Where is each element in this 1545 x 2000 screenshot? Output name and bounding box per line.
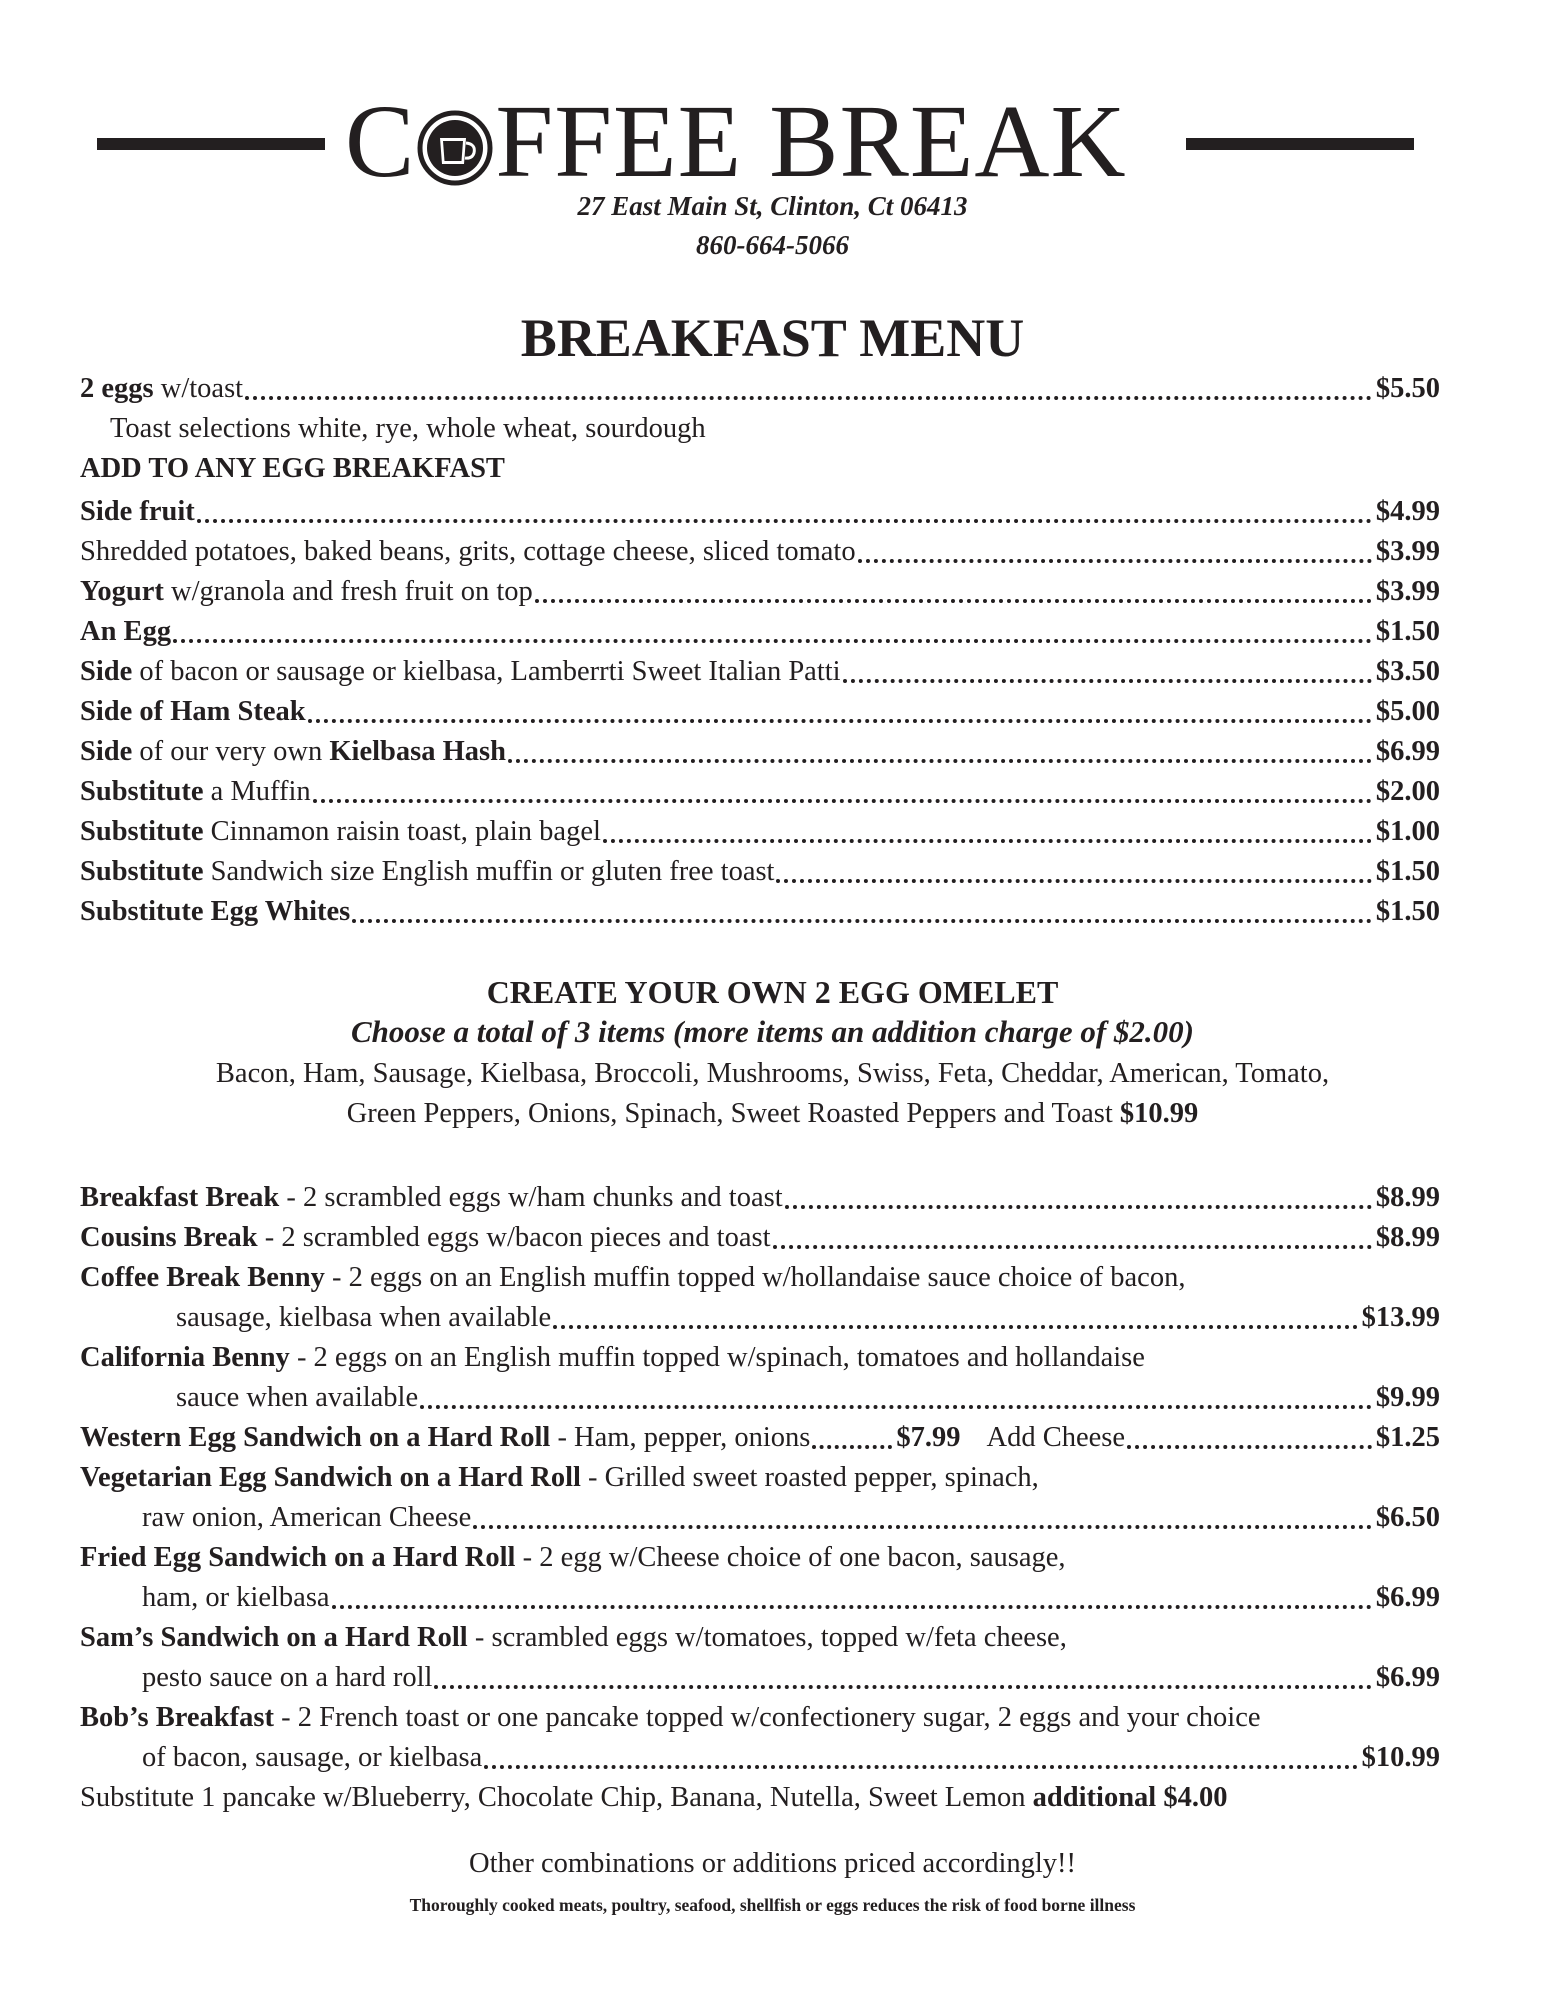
omelet-heading: CREATE YOUR OWN 2 EGG OMELET: [486, 974, 1059, 1010]
menu-item-coffee-break-benny-cont: [176, 1296, 1440, 1336]
leader-dots: [197, 507, 1372, 523]
addon-item: [80, 770, 1440, 810]
addon-item: [80, 490, 1440, 530]
leader-dots: [173, 627, 1372, 643]
leader-dots: [308, 707, 1372, 723]
menu-item-cousins-break: [80, 1216, 1440, 1256]
item-desc: a Muffin: [203, 776, 311, 807]
coffee-cup-icon: [416, 104, 494, 184]
item-desc: - Grilled sweet roasted pepper, spinach,: [580, 1462, 1039, 1493]
omelet-subheading: Choose a total of 3 items (more items an addition charge of $2.00): [350, 1014, 1195, 1049]
addon-item: [80, 730, 1440, 770]
addon-item: [80, 610, 1440, 650]
leader-dots: [858, 547, 1372, 563]
item-desc: w/granola and fresh fruit on top: [163, 576, 533, 607]
item-name: Breakfast Break: [80, 1182, 280, 1213]
item-name: Western Egg Sandwich on a Hard Roll: [80, 1422, 551, 1453]
item-name: Sam’s Sandwich on a Hard Roll: [80, 1622, 468, 1653]
item-desc: sauce when available: [176, 1382, 419, 1413]
item-name: Substitute: [80, 776, 204, 807]
leader-dots: [508, 747, 1372, 763]
item-desc: Substitute 1 pancake w/Blueberry, Chocolate Chip, Banana, Nutella, Sweet Lemon: [80, 1782, 1033, 1813]
item-desc: - 2 French toast or one pancake topped w/confectionery sugar, 2 eggs and your choice: [273, 1702, 1261, 1733]
item-desc: of bacon or sausage or kielbasa, Lamberrti Sweet Italian Patti: [132, 656, 841, 687]
addon-item: [80, 530, 1440, 570]
leader-dots: [352, 907, 1372, 923]
item-name-extra: Kielbasa Hash: [329, 736, 506, 767]
item-price: $6.50: [1375, 1502, 1440, 1533]
item-price: $13.99: [1361, 1302, 1440, 1333]
leader-dots: [332, 1593, 1372, 1609]
add-on-heading: ADD TO ANY EGG BREAKFAST: [80, 453, 505, 484]
item-price: $7.99: [896, 1422, 961, 1453]
toast-note: Toast selections white, rye, whole wheat, sourdough: [110, 413, 706, 444]
item-price: $5.50: [1375, 373, 1440, 404]
leader-dots: [313, 787, 1372, 803]
leader-dots: [812, 1433, 892, 1449]
omelet-ingredients-text: Green Peppers, Onions, Spinach, Sweet Roasted Peppers and Toast: [346, 1098, 1120, 1129]
leader-dots: [776, 867, 1371, 883]
item-name: Side: [80, 656, 133, 687]
item-desc: - 2 eggs on an English muffin topped w/spinach, tomatoes and hollandaise: [289, 1342, 1145, 1373]
addon-item: [80, 890, 1440, 930]
item-desc: of our very own: [132, 736, 330, 767]
item-price: $8.99: [1375, 1222, 1440, 1253]
item-name: Fried Egg Sandwich on a Hard Roll: [80, 1542, 516, 1573]
item-name: An Egg: [80, 616, 172, 647]
item-name: Substitute: [80, 816, 204, 847]
item-price: $2.00: [1375, 776, 1440, 807]
item-desc: of bacon, sausage, or kielbasa: [142, 1742, 483, 1773]
item-desc: - 2 scrambled eggs w/ham chunks and toast: [279, 1182, 783, 1213]
item-name: S: [80, 536, 96, 567]
footer-note: Other combinations or additions priced accordingly!!: [468, 1848, 1077, 1879]
logo-header: [0, 84, 1545, 199]
menu-item-sams-sandwich: [80, 1620, 1067, 1656]
phone-number: 860-664-5066: [696, 230, 849, 260]
leader-dots: [473, 1513, 1372, 1529]
item-name: Side: [80, 736, 133, 767]
page-title: BREAKFAST MENU: [520, 308, 1025, 368]
item-name: Vegetarian Egg Sandwich on a Hard Roll: [80, 1462, 581, 1493]
menu-item-sams-sandwich-cont: [142, 1656, 1440, 1696]
logo: [345, 84, 1175, 199]
add-cheese-label: Add Cheese: [986, 1422, 1126, 1453]
item-name: Substitute Egg Whites: [80, 896, 351, 927]
leader-dots: [245, 384, 1372, 400]
item-price: $9.99: [1375, 1382, 1440, 1413]
leader-dots: [553, 1313, 1358, 1329]
item-price: $6.99: [1375, 1662, 1440, 1693]
leader-dots: [603, 827, 1372, 843]
item-price: $4.99: [1375, 496, 1440, 527]
item-name: Yogurt: [80, 576, 164, 607]
menu-item-bobs-breakfast-cont: [142, 1736, 1440, 1776]
menu-item-vegetarian-sandwich-cont: [142, 1496, 1440, 1536]
logo-text-left: C: [345, 84, 416, 199]
item-price: $3.99: [1375, 576, 1440, 607]
item-desc: Sandwich size English muffin or gluten free toast: [203, 856, 775, 887]
leader-dots: [773, 1233, 1372, 1249]
item-price: $5.00: [1375, 696, 1440, 727]
item-desc: raw onion, American Cheese: [142, 1502, 472, 1533]
item-name: Side fruit: [80, 496, 195, 527]
leader-dots: [420, 1393, 1372, 1409]
item-price: $3.50: [1375, 656, 1440, 687]
item-desc: hredded potatoes, baked beans, grits, cottage cheese, sliced tomato: [95, 536, 856, 567]
address: 27 East Main St, Clinton, Ct 06413: [577, 191, 968, 221]
leader-dots: [535, 587, 1372, 603]
item-price: $6.99: [1375, 1582, 1440, 1613]
item-desc: w/toast: [153, 373, 244, 404]
item-price: $8.99: [1375, 1182, 1440, 1213]
menu-item-breakfast-break: [80, 1176, 1440, 1216]
addon-item: [80, 570, 1440, 610]
omelet-ingredients-line-1: Bacon, Ham, Sausage, Kielbasa, Broccoli, Mushrooms, Swiss, Feta, Cheddar, American, Tomato,: [215, 1058, 1330, 1089]
addon-item: [80, 810, 1440, 850]
menu-item-california-benny-cont: [176, 1376, 1440, 1416]
item-desc: - 2 scrambled eggs w/bacon pieces and toast: [257, 1222, 771, 1253]
item-price: $1.50: [1375, 896, 1440, 927]
omelet-ingredients-line-2: [0, 1096, 1545, 1132]
item-name: California Benny: [80, 1342, 290, 1373]
item-name: 2 eggs: [80, 373, 154, 404]
item-price: additional $4.00: [1032, 1782, 1228, 1813]
add-cheese-price: $1.25: [1375, 1422, 1440, 1453]
item-name: Cousins Break: [80, 1222, 258, 1253]
menu-item-fried-egg-sandwich: [80, 1540, 1066, 1576]
logo-rule-right: [1186, 138, 1414, 150]
item-desc: - scrambled eggs w/tomatoes, topped w/feta cheese,: [467, 1622, 1067, 1653]
item-desc: ham, or kielbasa: [142, 1582, 330, 1613]
leader-dots: [434, 1673, 1371, 1689]
item-price: $1.50: [1375, 856, 1440, 887]
item-desc: pesto sauce on a hard roll: [142, 1662, 433, 1693]
menu-item-western-sandwich: [80, 1416, 1440, 1456]
menu-item-coffee-break-benny: [80, 1260, 1185, 1296]
menu-item-vegetarian-sandwich: [80, 1460, 1039, 1496]
menu-item-two-eggs: [80, 367, 1440, 407]
item-desc: - 2 eggs on an English muffin topped w/hollandaise sauce choice of bacon,: [324, 1262, 1186, 1293]
item-price: $1.50: [1375, 616, 1440, 647]
item-name: Coffee Break Benny: [80, 1262, 325, 1293]
item-desc: sausage, kielbasa when available: [176, 1302, 552, 1333]
leader-dots: [1127, 1433, 1372, 1449]
addon-item: [80, 850, 1440, 890]
item-price: $1.00: [1375, 816, 1440, 847]
omelet-price: $10.99: [1119, 1098, 1199, 1129]
item-name: Bob’s Breakfast: [80, 1702, 274, 1733]
pancake-substitute: [80, 1780, 1227, 1816]
leader-dots: [785, 1193, 1372, 1209]
menu-item-california-benny: [80, 1340, 1145, 1376]
item-price: $10.99: [1361, 1742, 1440, 1773]
leader-dots: [843, 667, 1372, 683]
addon-item: [80, 690, 1440, 730]
item-desc: - 2 egg w/Cheese choice of one bacon, sausage,: [515, 1542, 1066, 1573]
item-desc: - Ham, pepper, onions: [550, 1422, 811, 1453]
menu-item-bobs-breakfast: [80, 1700, 1261, 1736]
item-price: $6.99: [1375, 736, 1440, 767]
menu-item-fried-egg-sandwich-cont: [142, 1576, 1440, 1616]
item-name: Side of Ham Steak: [80, 696, 306, 727]
leader-dots: [484, 1753, 1357, 1769]
logo-text-right: FFEE BREAK: [495, 84, 1127, 199]
logo-rule-left: [97, 138, 325, 150]
item-desc: Cinnamon raisin toast, plain bagel: [203, 816, 601, 847]
food-safety-warning: Thoroughly cooked meats, poultry, seafood, shellfish or eggs reduces the risk of food borne illness: [409, 1895, 1136, 1915]
addon-item: [80, 650, 1440, 690]
item-price: $3.99: [1375, 536, 1440, 567]
item-name: Substitute: [80, 856, 204, 887]
